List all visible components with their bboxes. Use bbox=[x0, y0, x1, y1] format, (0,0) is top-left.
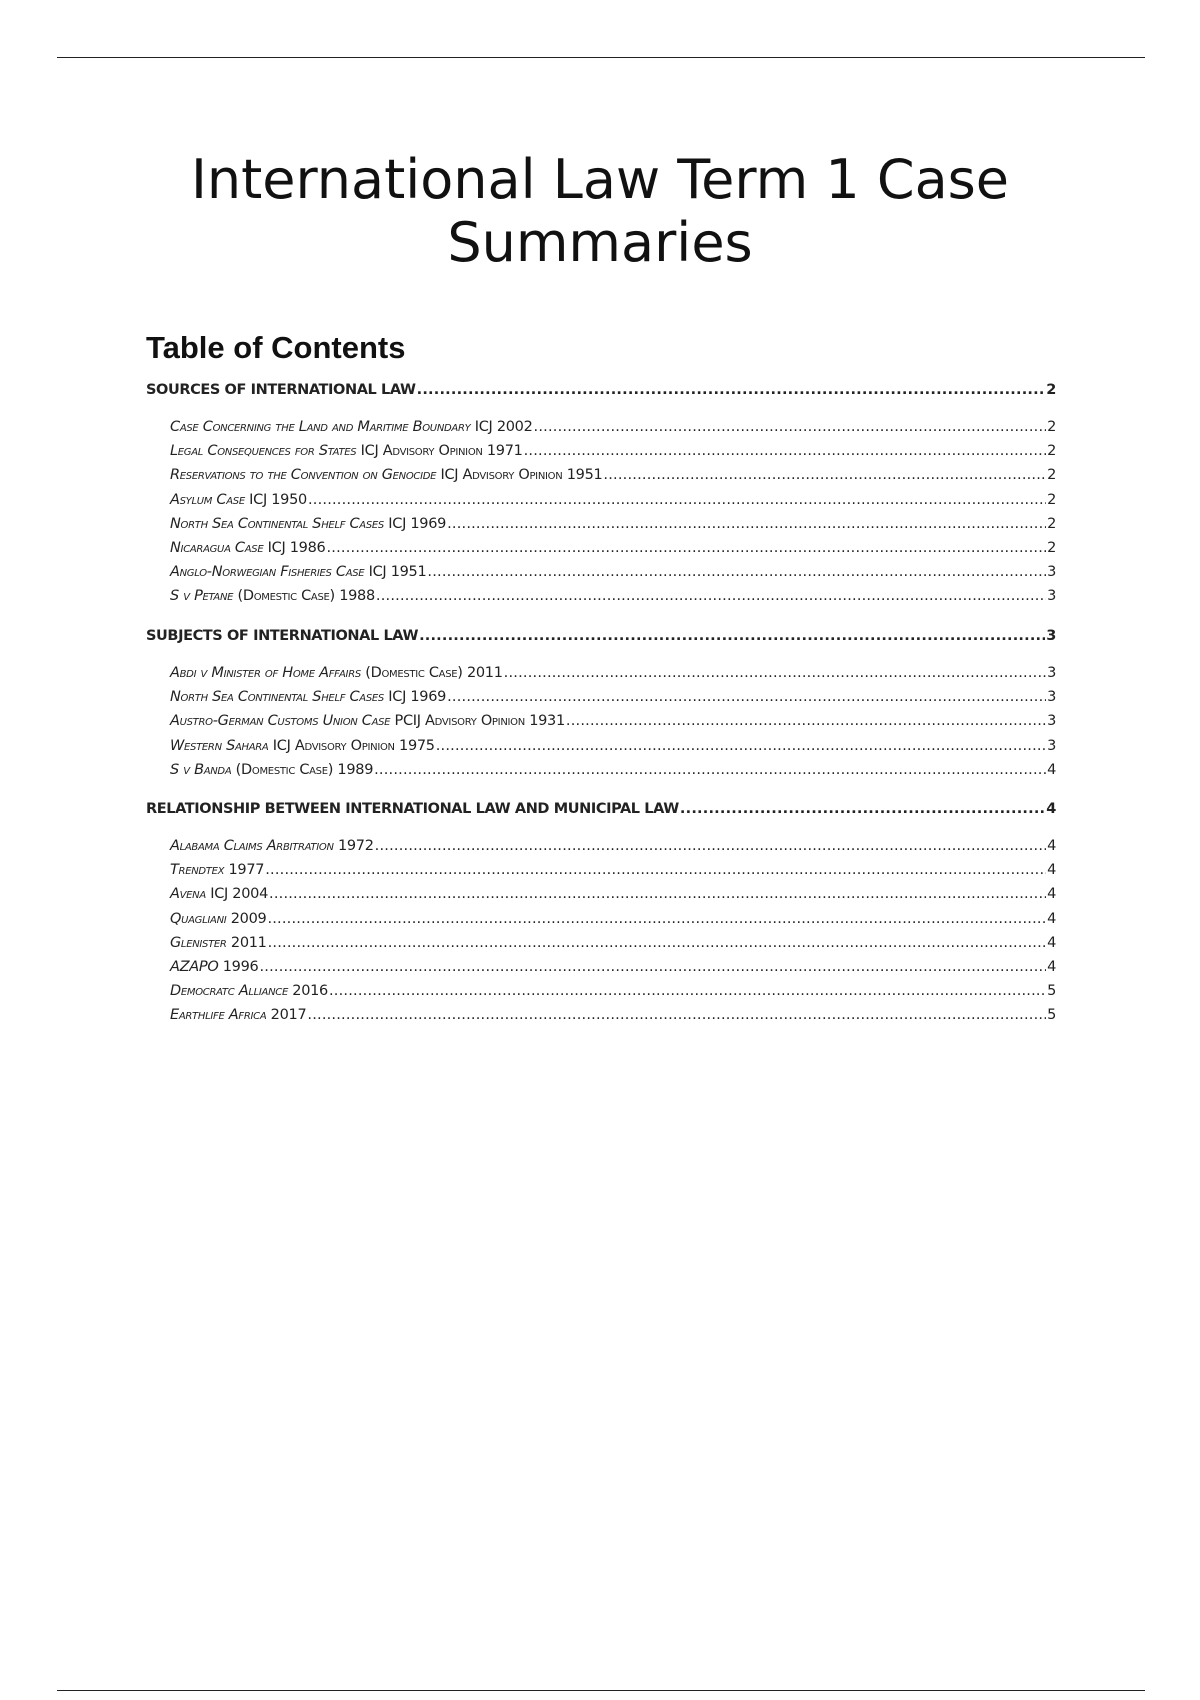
toc-entry-text bbox=[170, 911, 266, 927]
toc-dot-leader bbox=[419, 628, 1045, 644]
toc-dot-leader bbox=[447, 516, 1046, 532]
toc-entry[interactable] bbox=[146, 419, 1056, 435]
toc-page-number: 4 bbox=[1047, 838, 1056, 854]
toc-dot-leader bbox=[376, 588, 1046, 604]
toc-entry-text bbox=[170, 862, 264, 878]
toc-page-number: 4 bbox=[1046, 801, 1056, 817]
toc-entry-text bbox=[170, 983, 328, 999]
toc-page-number: 3 bbox=[1047, 713, 1056, 730]
toc-entry-citation: 2009 bbox=[226, 910, 267, 927]
toc-entry-text bbox=[170, 467, 602, 483]
toc-section[interactable] bbox=[146, 628, 1056, 644]
toc-entry-case-name: Case Concerning the Land and Maritime Boundary bbox=[170, 419, 471, 435]
toc-entry[interactable] bbox=[146, 738, 1056, 754]
toc-entry[interactable] bbox=[146, 713, 1056, 729]
toc-entry[interactable] bbox=[146, 588, 1056, 604]
toc-entry-case-name: North Sea Continental Shelf Cases bbox=[170, 515, 384, 532]
toc-entry-citation: ICJ 2002 bbox=[470, 419, 533, 435]
toc-entry-citation: ICJ Advisory Opinion 1971 bbox=[356, 443, 523, 460]
toc-page-number: 4 bbox=[1047, 886, 1056, 903]
toc-dot-leader bbox=[259, 959, 1046, 975]
toc-entry-case-name: Abdi v Minister of Home Affairs bbox=[170, 665, 361, 681]
toc-page-number: 4 bbox=[1047, 934, 1056, 951]
toc-dot-leader bbox=[447, 689, 1046, 705]
toc-entry-case-name: S v Petane bbox=[170, 588, 234, 605]
toc-entry-citation: 1972 bbox=[333, 838, 374, 854]
toc-entry-citation: ICJ 1951 bbox=[364, 564, 427, 581]
toc-entry-text bbox=[170, 665, 503, 681]
toc-dot-leader bbox=[265, 862, 1046, 878]
toc-page-number: 3 bbox=[1046, 628, 1056, 644]
toc-entry[interactable] bbox=[146, 516, 1056, 532]
toc-entry-text bbox=[170, 564, 426, 580]
toc-entry-text bbox=[170, 516, 446, 532]
toc-entry-citation: 2017 bbox=[266, 1007, 307, 1024]
toc-entry-text bbox=[170, 1007, 306, 1023]
toc-page-number: 2 bbox=[1047, 491, 1056, 508]
toc-page-number: 2 bbox=[1046, 382, 1056, 398]
toc-section-label: RELATIONSHIP BETWEEN INTERNATIONAL LAW AND MUNICIPAL LAW bbox=[146, 801, 679, 817]
toc-entry-case-name: Nicaragua Case bbox=[170, 540, 264, 556]
toc-dot-leader bbox=[427, 564, 1046, 580]
toc-dot-leader bbox=[534, 419, 1047, 435]
toc-entry-citation: ICJ 1950 bbox=[244, 491, 307, 508]
toc-entry-citation: ICJ 1969 bbox=[383, 689, 447, 706]
toc-entry[interactable] bbox=[146, 1007, 1056, 1023]
toc-dot-leader bbox=[524, 443, 1046, 459]
document-title-line-2: Summaries bbox=[447, 211, 753, 274]
toc-page-number: 4 bbox=[1047, 862, 1056, 879]
toc-entry-citation: (Domestic Case) 1989 bbox=[231, 761, 374, 778]
toc-entry[interactable] bbox=[146, 838, 1056, 854]
toc-entry-case-name: S v Banda bbox=[170, 761, 232, 778]
toc-entry-text bbox=[170, 838, 374, 854]
toc-entry[interactable] bbox=[146, 689, 1056, 705]
toc-page-number: 2 bbox=[1047, 419, 1056, 435]
toc-dot-leader bbox=[267, 911, 1046, 927]
toc-entry-case-name: Glenister bbox=[170, 934, 227, 951]
toc-page-number: 5 bbox=[1047, 1007, 1056, 1024]
toc-page-number: 4 bbox=[1047, 959, 1056, 975]
toc-dot-leader bbox=[504, 665, 1046, 681]
toc-entry[interactable] bbox=[146, 492, 1056, 508]
toc-entry-case-name: Quagliani bbox=[170, 910, 227, 927]
toc-entry[interactable] bbox=[146, 959, 1056, 975]
toc-entry-text bbox=[170, 588, 375, 604]
toc-entry-text bbox=[170, 762, 373, 778]
toc-dot-leader bbox=[269, 886, 1046, 902]
toc-page-number: 4 bbox=[1047, 910, 1056, 927]
toc-dot-leader bbox=[566, 713, 1046, 729]
toc-entry[interactable] bbox=[146, 467, 1056, 483]
toc-entry-text bbox=[170, 713, 565, 729]
toc-page-number: 2 bbox=[1047, 515, 1056, 532]
toc-dot-leader bbox=[603, 467, 1046, 483]
toc-page-number: 2 bbox=[1047, 540, 1056, 556]
toc-entry-case-name: Avena bbox=[170, 886, 206, 903]
toc-dot-leader bbox=[326, 540, 1046, 556]
document-title-line-1: International Law Term 1 Case bbox=[190, 148, 1010, 211]
toc-entry-citation: (Domestic Case) 2011 bbox=[360, 665, 503, 681]
toc-entry-citation: (Domestic Case) 1988 bbox=[233, 588, 375, 605]
toc-dot-leader bbox=[374, 762, 1046, 778]
toc-entry[interactable] bbox=[146, 935, 1056, 951]
toc-entry-case-name: North Sea Continental Shelf Cases bbox=[170, 689, 384, 706]
toc-entry-text bbox=[170, 540, 325, 556]
toc-entry-case-name: Anglo-Norwegian Fisheries Case bbox=[170, 564, 365, 581]
toc-section[interactable] bbox=[146, 382, 1056, 398]
toc-dot-leader bbox=[680, 801, 1045, 817]
toc-entry-citation: 1977 bbox=[224, 862, 265, 879]
toc-entry-case-name: Democratc Alliance bbox=[170, 983, 288, 1000]
toc-section-label: SOURCES OF INTERNATIONAL LAW bbox=[146, 382, 416, 398]
toc-entry[interactable] bbox=[146, 443, 1056, 459]
toc-page-number: 5 bbox=[1047, 983, 1056, 1000]
toc-page-number: 3 bbox=[1047, 737, 1056, 754]
toc-section[interactable] bbox=[146, 801, 1056, 817]
toc-entry[interactable] bbox=[146, 665, 1056, 681]
document-title bbox=[100, 148, 1100, 274]
toc-entry-case-name: Earthlife Africa bbox=[170, 1007, 267, 1024]
toc-entry-case-name: Legal Consequences for States bbox=[170, 443, 357, 460]
toc-entry-text bbox=[170, 959, 258, 975]
toc-entry[interactable] bbox=[146, 540, 1056, 556]
toc-entry-citation: PCIJ Advisory Opinion 1931 bbox=[390, 713, 565, 730]
toc-entry[interactable] bbox=[146, 911, 1056, 927]
toc-entry-text bbox=[170, 419, 533, 435]
toc-entry[interactable] bbox=[146, 564, 1056, 580]
toc-page-number: 4 bbox=[1047, 761, 1056, 778]
toc-entry-case-name: Trendtex bbox=[170, 862, 225, 879]
toc-entry-citation: ICJ 1969 bbox=[383, 515, 447, 532]
toc-entry-text bbox=[170, 689, 446, 705]
toc-dot-leader bbox=[436, 738, 1046, 754]
toc-entry[interactable] bbox=[146, 886, 1056, 902]
toc-page-number: 3 bbox=[1047, 665, 1056, 681]
toc-entry-citation: ICJ 2004 bbox=[205, 886, 269, 903]
toc-entry[interactable] bbox=[146, 862, 1056, 878]
toc-dot-leader bbox=[417, 382, 1046, 398]
toc-entry-citation: 2016 bbox=[287, 983, 328, 1000]
toc-entry[interactable] bbox=[146, 983, 1056, 999]
toc-entry-case-name: AZAPO bbox=[170, 959, 219, 975]
toc-entry-citation: 2011 bbox=[226, 934, 267, 951]
toc-entry-text bbox=[170, 886, 268, 902]
toc-dot-leader bbox=[329, 983, 1046, 999]
toc-page-number: 3 bbox=[1047, 689, 1056, 706]
toc-entry-case-name: Reservations to the Convention on Genocide bbox=[170, 467, 437, 484]
toc-heading: Table of Contents bbox=[146, 330, 406, 365]
toc-dot-leader bbox=[268, 935, 1046, 951]
toc-section-label: SUBJECTS OF INTERNATIONAL LAW bbox=[146, 628, 419, 644]
toc-entry-case-name: Alabama Claims Arbitration bbox=[170, 838, 334, 854]
toc-entry[interactable] bbox=[146, 762, 1056, 778]
header-rule bbox=[57, 57, 1145, 58]
toc-entry-text bbox=[170, 443, 523, 459]
toc-page-number: 2 bbox=[1047, 443, 1056, 460]
toc-dot-leader bbox=[308, 492, 1046, 508]
toc-entry-text bbox=[170, 492, 307, 508]
toc-entry-text bbox=[170, 738, 435, 754]
toc-entry-case-name: Asylum Case bbox=[170, 491, 245, 508]
toc-page-number: 2 bbox=[1047, 467, 1056, 484]
toc-entry-text bbox=[170, 935, 267, 951]
toc-entry-citation: ICJ 1986 bbox=[263, 540, 326, 556]
footer-rule bbox=[57, 1690, 1145, 1691]
toc-page-number: 3 bbox=[1047, 588, 1056, 605]
toc-dot-leader bbox=[375, 838, 1046, 854]
toc-entry-case-name: Western Sahara bbox=[170, 737, 269, 754]
toc-entry-case-name: Austro-German Customs Union Case bbox=[170, 713, 391, 730]
toc-entry-citation: 1996 bbox=[218, 959, 259, 975]
toc-entry-citation: ICJ Advisory Opinion 1951 bbox=[436, 467, 603, 484]
toc-dot-leader bbox=[307, 1007, 1046, 1023]
toc-entry-citation: ICJ Advisory Opinion 1975 bbox=[268, 737, 435, 754]
toc-page-number: 3 bbox=[1047, 564, 1056, 581]
